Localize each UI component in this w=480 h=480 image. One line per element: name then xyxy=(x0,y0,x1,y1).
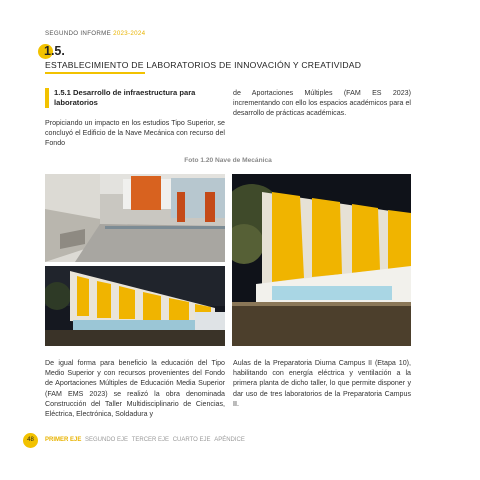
footer-nav-cuarto-eje[interactable]: CUARTO EJE xyxy=(172,437,211,443)
photo-building-exterior xyxy=(45,266,225,346)
section-underline xyxy=(45,72,145,74)
report-years: 2023-2024 xyxy=(113,30,146,37)
footer-nav-segundo-eje[interactable]: SEGUNDO EJE xyxy=(85,437,129,443)
subsection-title: 1.5.1 Desarrollo de infraestructura para laboratorios xyxy=(54,88,196,107)
subsection-marker xyxy=(45,88,49,108)
photo-caption: Foto 1.20 Nave de Mecánica xyxy=(184,157,272,164)
section-number: 1.5. xyxy=(44,44,65,58)
paragraph-1: Propiciando un impacto en los estudios Tipo Superior, se concluyó el Edificio de la Nave Mecánica con recurso del Fondo xyxy=(45,119,225,148)
footer-nav-primer-eje[interactable]: PRIMER EJE xyxy=(45,437,82,443)
photo-building-facade xyxy=(232,174,411,346)
paragraph-2: de Aportaciones Múltiples (FAM ES 2023) incrementando con ello los espacios académicos para el desarrollo de prácticas académicas. xyxy=(233,89,411,118)
footer-nav-tercer-eje[interactable]: TERCER EJE xyxy=(131,437,170,443)
paragraph-3: De igual forma para beneficio la educación del Tipo Medio Superior y con recursos provenientes del Fondo de Aportaciones Múltiples de Educación Media Superior (FAM EMS 2023) se realizó la obra denominada Construcción del Taller Multidisciplinario de Ciencias, Eléctrica, Electrónica, Soldadura y xyxy=(45,359,225,419)
paragraph-4: Aulas de la Preparatoria Diurna Campus II (Etapa 10), habilitando con energía eléctrica y ventilación a la primera planta de dicho taller, lo que permite disponer y dar uso de tres laboratorios de la Preparatoria Campus II. xyxy=(233,359,411,408)
running-header xyxy=(45,30,145,37)
section-title: ESTABLECIMIENTO DE LABORATORIOS DE INNOVACIÓN Y CREATIVIDAD xyxy=(45,60,362,70)
report-title: SEGUNDO INFORME xyxy=(45,30,112,37)
footer-nav-apendice[interactable]: APÉNDICE xyxy=(214,437,245,443)
photo-interior-corridor xyxy=(45,174,225,262)
page-number: 48 xyxy=(27,437,34,443)
footer-nav xyxy=(45,437,247,443)
